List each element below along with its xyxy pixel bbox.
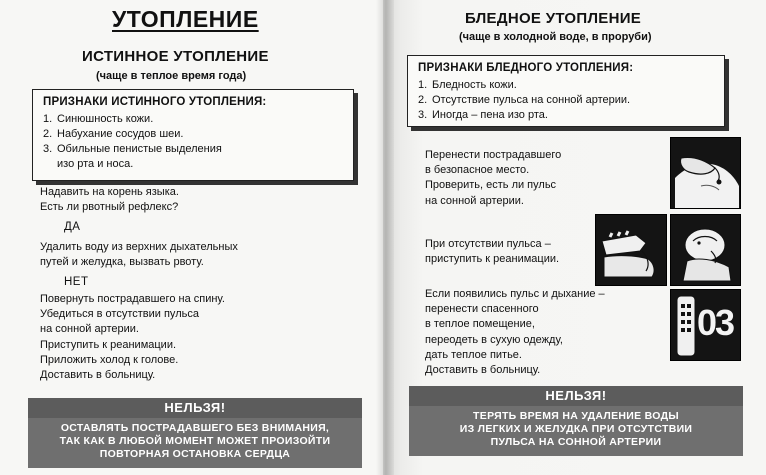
signs-header: ПРИЗНАКИ ИСТИННОГО УТОПЛЕНИЯ: xyxy=(43,96,267,108)
list-item: 1. Бледность кожи. xyxy=(418,79,517,91)
no-action-text: Повернуть пострадавшего на спину. Убедиться в отсутствии пульса на сонной артерии. Приступить к реанимации. Приложить холод к голове. Доставить в больницу. xyxy=(40,293,225,382)
phone-number: 03 xyxy=(697,302,734,343)
reflex-check-text: Надавить на корень языка. Есть ли рвотный рефлекс? xyxy=(40,186,179,214)
pale-drowning-title: БЛЕДНОЕ УТОПЛЕНИЕ xyxy=(465,10,642,27)
warning-title: НЕЛЬЗЯ! xyxy=(28,398,362,418)
true-drowning-signs-box xyxy=(32,89,354,181)
list-item: 2. Набухание сосудов шеи. xyxy=(43,128,184,140)
warning-title: НЕЛЬЗЯ! xyxy=(409,386,743,406)
list-item: 2. Отсутствие пульса на сонной артерии. xyxy=(418,94,631,106)
step-recovery-text: Если появились пульс и дыхание – перенести спасенного в теплое помещение, переодеть в сухую одежду, дать теплое питье. Доставить в больницу. xyxy=(425,288,605,377)
list-item: 3. Иногда – пена изо рта. xyxy=(418,109,548,121)
list-item: изо рта и носа. xyxy=(57,158,134,170)
list-item: 3. Обильные пенистые выделения xyxy=(43,143,222,155)
yes-label: ДА xyxy=(64,221,81,233)
warning-text: ТЕРЯТЬ ВРЕМЯ НА УДАЛЕНИЕ ВОДЫ ИЗ ЛЕГКИХ И ЖЕЛУДКА ПРИ ОТСУТСТВИИ ПУЛЬСА НА СОННОЙ АРТЕРИИ xyxy=(459,410,693,448)
page-title: УТОПЛЕНИЕ xyxy=(112,6,259,32)
list-item: 1. Синюшность кожи. xyxy=(43,113,154,125)
right-page xyxy=(383,0,766,475)
signs-header: ПРИЗНАКИ БЛЕДНОГО УТОПЛЕНИЯ: xyxy=(418,62,634,74)
step-cpr-text: При отсутствии пульса – приступить к реанимации. xyxy=(425,238,560,266)
signs-list xyxy=(418,78,714,123)
signs-list xyxy=(43,112,343,172)
left-warning-box xyxy=(28,398,362,468)
step-move-victim-text: Перенести пострадавшего в безопасное место. Проверить, есть ли пульс на сонной артерии. xyxy=(425,149,562,207)
pulse-check-icon xyxy=(670,137,741,209)
pale-drowning-signs-box xyxy=(407,55,725,127)
true-drowning-note: (чаще в теплое время года) xyxy=(96,70,247,82)
yes-action-text: Удалить воду из верхних дыхательных путей и желудка, вызвать рвоту. xyxy=(40,241,238,269)
warning-text: ОСТАВЛЯТЬ ПОСТРАДАВШЕГО БЕЗ ВНИМАНИЯ, ТАК КАК В ЛЮБОЙ МОМЕНТ МОЖЕТ ПРОИЗОЙТИ ПОВТОРНАЯ ОСТАНОВКА СЕРДЦА xyxy=(59,422,331,460)
no-label: НЕТ xyxy=(64,276,89,288)
phone-03-icon xyxy=(670,289,741,361)
book-gutter xyxy=(376,0,394,475)
cpr-hands-icon xyxy=(595,214,667,286)
true-drowning-title: ИСТИННОЕ УТОПЛЕНИЕ xyxy=(82,48,269,65)
rescue-breathing-icon xyxy=(670,214,741,286)
pale-drowning-note: (чаще в холодной воде, в проруби) xyxy=(459,31,652,43)
right-warning-box xyxy=(409,386,743,456)
